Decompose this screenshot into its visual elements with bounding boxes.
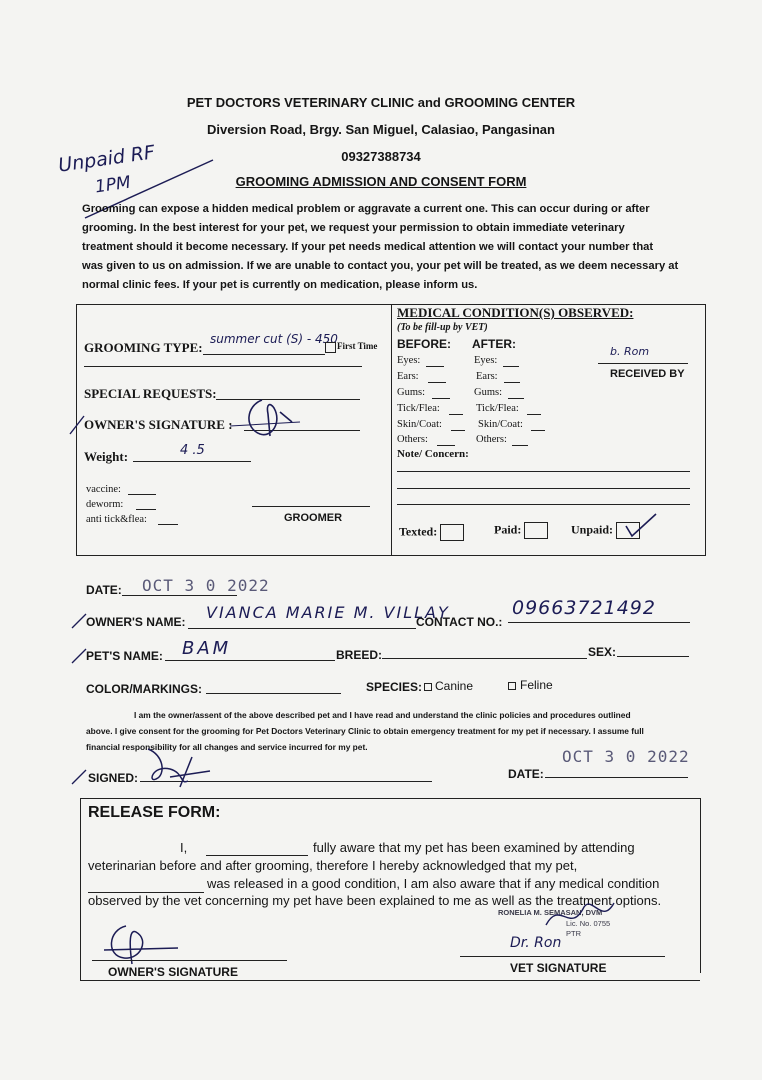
deworm-line[interactable]	[136, 509, 156, 510]
pet-name-label: PET'S NAME:	[86, 649, 163, 663]
breed-label: BREED:	[336, 648, 383, 662]
handwritten-unpaid-note: Unpaid RF	[56, 141, 157, 177]
contact-value[interactable]: 09663721492	[512, 597, 656, 619]
vet-handwritten-name: Dr. Ron	[510, 935, 562, 951]
received-by-line[interactable]	[598, 363, 688, 364]
canine-checkbox[interactable]	[424, 683, 432, 691]
texted-label	[399, 524, 464, 541]
texted-checkbox[interactable]	[440, 524, 464, 541]
release-right-border	[700, 798, 701, 973]
grooming-type-label: GROOMING TYPE:	[84, 340, 203, 355]
before-others-line[interactable]	[437, 445, 455, 446]
release-bottom-border	[80, 980, 700, 981]
before-gums-line[interactable]	[432, 398, 450, 399]
species-label: SPECIES:	[366, 680, 423, 694]
sex-label: SEX:	[588, 645, 617, 659]
note-line-1[interactable]	[397, 471, 690, 472]
after-ears: Ears:	[476, 371, 498, 382]
after-header: AFTER:	[472, 337, 516, 351]
check-mark	[68, 414, 88, 438]
consent-date-label: DATE:	[508, 767, 544, 781]
vet-signature-line[interactable]	[460, 956, 665, 957]
color-markings-line[interactable]	[206, 693, 341, 694]
medical-condition-title: MEDICAL CONDITION(S) OBSERVED:	[397, 305, 634, 320]
pet-name-line[interactable]	[165, 660, 335, 661]
consent-signature-scribble	[140, 745, 220, 789]
after-gums-line[interactable]	[508, 398, 524, 399]
owner-name-tick	[70, 610, 90, 632]
note-concern-label: Note/ Concern:	[397, 448, 469, 460]
before-skincoat-line[interactable]	[451, 430, 465, 431]
before-ears: Ears:	[397, 371, 419, 382]
before-ears-line[interactable]	[428, 382, 446, 383]
contact-line[interactable]	[508, 622, 690, 623]
paid-label-text: Paid:	[494, 522, 522, 537]
unpaid-check-mark	[620, 512, 660, 540]
antitick-line[interactable]	[158, 524, 178, 525]
release-line-4: observed by the vet concerning my pet have been explained to me as well as the treatment options.	[88, 893, 662, 908]
antitick-label: anti tick&flea:	[86, 514, 147, 525]
intro-line-3: treatment should it become necessary. If your pet needs medical attention we will contact your number that	[82, 241, 654, 253]
vet-stamp-license: Lic. No. 0755	[566, 919, 611, 928]
owner-name-value[interactable]: VIANCA MARIE M. VILLAY	[206, 603, 450, 622]
feline-checkbox[interactable]	[508, 682, 516, 690]
consent-line-1: I am the owner/assent of the above described pet and I have read and understand the clinic policies and procedures outlined	[134, 710, 631, 720]
vaccine-label: vaccine:	[86, 484, 121, 495]
consent-line-2: above. I give consent for the grooming for Pet Doctors Veterinary Clinic to obtain emergency treatment for my pet if necessary. I assume full	[86, 726, 644, 736]
owner-signature-scribble	[240, 392, 300, 442]
before-gums: Gums:	[397, 387, 426, 398]
owner-name-line[interactable]	[188, 628, 416, 629]
date-stamp: OCT 3 0 2022	[142, 576, 270, 595]
clinic-name: PET DOCTORS VETERINARY CLINIC and GROOMING CENTER	[186, 95, 576, 110]
first-time-label: First Time	[337, 341, 378, 351]
date-label: DATE:	[86, 583, 122, 597]
release-left-border	[80, 798, 81, 981]
groomer-line[interactable]	[252, 506, 370, 507]
paid-checkbox[interactable]	[524, 522, 548, 539]
weight-line[interactable]	[133, 461, 251, 462]
release-owner-signature-label: OWNER'S SIGNATURE	[108, 965, 238, 979]
release-owner-signature-scribble	[100, 920, 180, 970]
consent-date-line[interactable]	[545, 777, 688, 778]
texted-label-text: Texted:	[399, 524, 438, 539]
release-top-border	[80, 798, 700, 799]
vet-signature-label: VET SIGNATURE	[510, 961, 607, 975]
paid-label	[494, 522, 548, 539]
owner-name-label: OWNER'S NAME:	[86, 615, 186, 629]
signed-tick	[70, 766, 90, 788]
intro-line-1: Grooming can expose a hidden medical problem or aggravate a current one. This can occur during or after	[82, 203, 650, 215]
intro-line-2: grooming. In the best interest for your pet, we request your permission to obtain immediate veterinary	[82, 222, 625, 234]
before-eyes: Eyes:	[397, 355, 421, 366]
after-others-line[interactable]	[512, 445, 528, 446]
consent-line-3: financial responsibility for all changes and service incurred for my pet.	[86, 742, 368, 752]
contact-label: CONTACT NO.:	[416, 615, 503, 629]
handwritten-time-note: 1PM	[93, 172, 132, 198]
release-line-1a: I,	[180, 840, 188, 855]
weight-label: Weight:	[84, 449, 129, 464]
consent-date-stamp: OCT 3 0 2022	[562, 747, 690, 766]
before-header: BEFORE:	[397, 337, 451, 351]
release-owner-name-line[interactable]	[206, 855, 308, 856]
vet-signature-scribble	[540, 895, 620, 945]
release-line-2: veterinarian before and after grooming, therefore I hereby acknowledged that my pet,	[88, 858, 578, 873]
vet-stamp-name: RONELIA M. SEMASAN, DVM	[498, 908, 603, 917]
before-eyes-line[interactable]	[426, 366, 444, 367]
unpaid-label-text: Unpaid:	[571, 522, 614, 537]
grooming-type-line	[203, 354, 325, 355]
deworm-label: deworm:	[86, 499, 124, 510]
feline-label: Feline	[520, 678, 553, 692]
owner-signature-release-line[interactable]	[92, 960, 287, 961]
after-others: Others:	[476, 434, 507, 445]
after-skincoat: Skin/Coat:	[478, 419, 523, 430]
clinic-address: Diversion Road, Brgy. San Miguel, Calasiao, Pangasinan	[207, 122, 555, 137]
note-line-3[interactable]	[397, 504, 690, 505]
first-time-checkbox[interactable]	[325, 342, 336, 353]
breed-line[interactable]	[382, 658, 587, 659]
after-tickflea-line[interactable]	[527, 414, 541, 415]
before-tickflea-line[interactable]	[449, 414, 463, 415]
groomer-label: GROOMER	[284, 512, 343, 524]
after-eyes: Eyes:	[474, 355, 498, 366]
grooming-extra-line	[84, 366, 362, 367]
before-skincoat: Skin/Coat:	[397, 419, 442, 430]
sex-line[interactable]	[617, 656, 689, 657]
color-markings-label: COLOR/MARKINGS:	[86, 682, 202, 696]
release-line-3: was released in a good condition, I am also aware that if any medical condition	[207, 876, 660, 891]
after-eyes-line[interactable]	[503, 366, 519, 367]
vet-stamp-ptr: PTR	[566, 929, 581, 938]
before-others: Others:	[397, 434, 428, 445]
after-gums: Gums:	[474, 387, 503, 398]
canine-label: Canine	[435, 679, 474, 693]
received-by-label: RECEIVED BY	[610, 368, 685, 380]
after-tickflea: Tick/Flea:	[476, 403, 519, 414]
after-ears-line[interactable]	[504, 382, 520, 383]
date-line[interactable]	[122, 595, 237, 596]
clinic-phone: 09327388734	[341, 149, 421, 164]
medical-condition-subtitle: (To be fill-up by VET)	[397, 322, 488, 333]
before-tickflea: Tick/Flea:	[397, 403, 440, 414]
special-requests-label: SPECIAL REQUESTS:	[84, 386, 217, 401]
pet-name-value[interactable]: BAM	[182, 638, 232, 659]
vaccine-line[interactable]	[128, 494, 156, 495]
note-line-2[interactable]	[397, 488, 690, 489]
intro-line-4: was given to us on admission. If we are unable to contact you, your pet will be treated, as we deem necessary at	[82, 260, 679, 272]
grooming-type-value[interactable]: summer cut (S) - 450	[210, 332, 338, 346]
signed-label: SIGNED:	[88, 771, 139, 785]
received-by-value[interactable]: b. Rom	[610, 345, 650, 358]
intro-line-5: normal clinic fees. If your pet is currently on medication, please inform us.	[82, 279, 478, 291]
table-divider	[391, 304, 392, 556]
pet-name-tick	[70, 645, 90, 667]
owner-signature-label: OWNER'S SIGNATURE :	[84, 417, 233, 432]
after-skincoat-line[interactable]	[531, 430, 545, 431]
release-title: RELEASE FORM:	[88, 804, 221, 821]
form-title: GROOMING ADMISSION AND CONSENT FORM	[235, 174, 527, 189]
weight-value[interactable]: 4 .5	[180, 443, 205, 458]
release-line-1b: fully aware that my pet has been examined by attending	[313, 840, 635, 855]
